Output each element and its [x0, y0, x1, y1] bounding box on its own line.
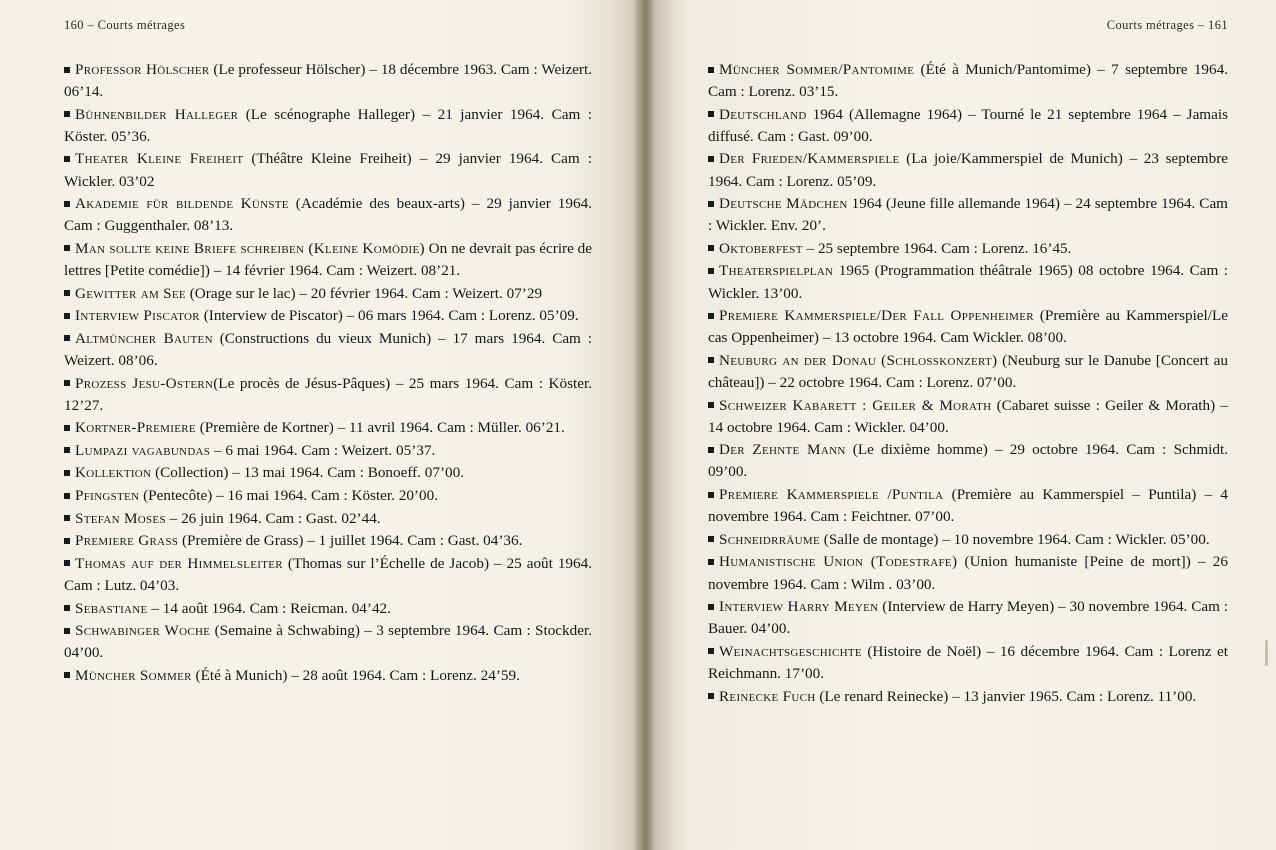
filmography-entry: [708, 59, 1228, 103]
entry-details: (Collection) – 13 mai 1964. Cam : Bonoeff. 07’00.: [151, 464, 465, 482]
entry-details: (Histoire de Noël) – 16 décembre 1964. Cam : Lorenz et Reichmann. 17’00.: [708, 642, 1228, 682]
filmography-entry: [708, 238, 1228, 260]
square-bullet-icon: [64, 335, 70, 341]
entry-details: (Le scénographe Halleger) – 21 janvier 1964. Cam : Köster. 05’36.: [64, 105, 593, 145]
entry-details: (Première au Kammerspiel – Puntila) – 4 novembre 1964. Cam : Feichtner. 07’00.: [708, 486, 1228, 526]
entry-title: Gewitter am See: [75, 284, 186, 302]
folio-right: Courts métrages – 161: [1106, 18, 1228, 32]
entry-details: (Première au Kammerspiel/Le cas Oppenheimer) – 13 octobre 1964. Cam Wickler. 08’00.: [708, 307, 1228, 347]
entry-title: Müncher Sommer/Pantomime: [719, 61, 915, 78]
entry-title: Bühnenbilder Halleger: [75, 105, 239, 123]
entry-details: (Le procès de Jésus-Pâques) – 25 mars 1964. Cam : Köster. 12’27.: [64, 374, 592, 414]
filmography-entry: [64, 440, 592, 462]
entry-details: (Première de Kortner) – 11 avril 1964. Cam : Müller. 06’21.: [195, 419, 565, 437]
entry-title: Thomas auf der Himmelsleiter: [75, 554, 283, 572]
square-bullet-icon: [64, 156, 70, 162]
square-bullet-icon: [708, 201, 714, 207]
filmography-entry: [64, 373, 592, 417]
filmography-entry: [708, 439, 1228, 483]
entry-details: (Académie des beaux-arts) – 29 janvier 1964. Cam : Guggenthaler. 08’13.: [64, 195, 592, 235]
entry-details: (La joie/Kammerspiel de Munich) – 23 septembre 1964. Cam : Lorenz. 05’09.: [708, 150, 1229, 190]
filmography-entry: [708, 529, 1228, 551]
square-bullet-icon: [708, 313, 714, 319]
entry-details: (Première de Grass) – 1 juillet 1964. Cam : Gast. 04’36.: [178, 532, 523, 550]
entry-title: Der Zehnte Mann: [719, 441, 846, 459]
entry-title: Schwabinger Woche: [75, 622, 211, 640]
entry-details: 1964 (Jeune fille allemande 1964) – 24 septembre 1964. Cam : Wickler. Env. 20’.: [708, 195, 1228, 235]
filmography-entry: [64, 417, 592, 439]
filmography-entry: [708, 148, 1228, 192]
entry-details: (Thomas sur l’Échelle de Jacob) – 25 août 1964. Cam : Lutz. 04’03.: [64, 554, 592, 595]
square-bullet-icon: [64, 628, 70, 634]
entry-title: Akademie für bildende Künste: [75, 195, 289, 213]
square-bullet-icon: [708, 67, 714, 73]
entry-details: (Semaine à Schwabing) – 3 septembre 1964. Cam : Stockder. 04’00.: [64, 622, 592, 662]
square-bullet-icon: [708, 492, 714, 498]
filmography-entry: [64, 193, 592, 237]
square-bullet-icon: [64, 672, 70, 678]
entry-title: Altmüncher Bauten: [75, 329, 213, 347]
filmography-entry: [64, 59, 592, 103]
page-edge-mark: [1265, 640, 1268, 666]
entry-title: Prozess Jesu-Ostern: [75, 374, 214, 392]
square-bullet-icon: [64, 425, 70, 431]
square-bullet-icon: [708, 604, 714, 610]
entry-title: Humanistische Union (Todestrafe): [719, 553, 958, 571]
entry-title: Premiere Grass: [75, 532, 179, 550]
entry-title: Pfingsten: [75, 487, 140, 505]
filmography-entry: [708, 596, 1228, 640]
entry-details: 1964 (Allemagne 1964) – Tourné le 21 septembre 1964 – Jamais diffusé. Cam : Gast. 09’00.: [708, 105, 1228, 145]
folio-left: 160 – Courts métrages: [64, 18, 186, 32]
entry-title: Neuburg an der Donau (Schlosskonzert): [719, 351, 998, 369]
entry-details: On ne devrait pas écrire de lettres [Petite comédie]) – 14 février 1964. Cam : Weizert. 08’21.: [64, 239, 592, 279]
filmography-entry: [708, 260, 1228, 304]
filmography-entry: [64, 104, 592, 148]
square-bullet-icon: [64, 313, 70, 319]
entry-title: Reinecke Fuch: [719, 687, 816, 705]
entry-title: Der Frieden/Kammerspiele: [719, 150, 900, 168]
entry-title: Sebastiane: [75, 599, 148, 617]
square-bullet-icon: [708, 536, 714, 542]
square-bullet-icon: [708, 156, 714, 162]
filmography-entry: [64, 620, 592, 664]
filmography-entry: [708, 305, 1228, 349]
entry-title: Deutschland: [719, 105, 807, 123]
entry-title: Professor Hölscher: [75, 61, 210, 78]
entry-title: Weinachtsgeschichte: [719, 642, 862, 660]
square-bullet-icon: [64, 447, 70, 453]
entry-details: – 14 août 1964. Cam : Reicman. 04’42.: [147, 599, 391, 617]
square-bullet-icon: [64, 201, 70, 207]
entry-title: Theater Kleine Freiheit: [75, 150, 244, 168]
entry-details: – 26 juin 1964. Cam : Gast. 02’44.: [165, 509, 381, 527]
filmography-entry: [708, 350, 1228, 394]
entry-details: (Union humaniste [Peine de mort]) – 26 novembre 1964. Cam : Wilm . 03’00.: [708, 553, 1228, 593]
filmography-entry: [708, 686, 1228, 708]
square-bullet-icon: [64, 290, 70, 296]
square-bullet-icon: [64, 538, 70, 544]
entry-details: (Orage sur le lac) – 20 février 1964. Cam : Weizert. 07’29: [185, 284, 543, 302]
square-bullet-icon: [64, 493, 70, 499]
filmography-entry: [708, 484, 1228, 528]
entry-title: Man sollte keine Briefe schreiben (Kleine Komödie): [75, 239, 425, 257]
entry-title: Schneidrräume: [719, 530, 820, 548]
entry-title: Premiere Kammerspiele/Der Fall Oppenheimer: [719, 307, 1034, 325]
filmography-entry: [64, 283, 592, 305]
square-bullet-icon: [64, 67, 70, 73]
filmography-entry: [64, 485, 592, 507]
square-bullet-icon: [64, 111, 70, 117]
filmography-entry: [708, 193, 1228, 237]
square-bullet-icon: [64, 560, 70, 566]
filmography-entry: [708, 104, 1228, 148]
entry-details: (Interview de Harry Meyen) – 30 novembre 1964. Cam : Bauer. 04’00.: [708, 598, 1228, 638]
filmography-entry: [64, 462, 592, 484]
entry-title: Theaterspielplan: [719, 262, 834, 280]
filmography-entry: [64, 328, 592, 372]
square-bullet-icon: [64, 245, 70, 251]
square-bullet-icon: [708, 357, 714, 363]
square-bullet-icon: [64, 605, 70, 611]
entry-details: (Pentecôte) – 16 mai 1964. Cam : Köster. 20’00.: [139, 487, 438, 505]
entry-details: (Été à Munich) – 28 août 1964. Cam : Lorenz. 24’59.: [191, 666, 520, 684]
square-bullet-icon: [708, 447, 714, 453]
entry-details: – 25 septembre 1964. Cam : Lorenz. 16’45.: [802, 239, 1072, 257]
filmography-entry: [64, 665, 592, 687]
entry-details: (Constructions du vieux Munich) – 17 mars 1964. Cam : Weizert. 08’06.: [64, 329, 593, 369]
entry-details: (Cabaret suisse : Geiler & Morath) – 14 octobre 1964. Cam : Wickler. 04’00.: [708, 396, 1228, 436]
square-bullet-icon: [64, 470, 70, 476]
filmography-entry: [64, 508, 592, 530]
filmography-entry: [64, 238, 592, 282]
entry-list-right: [708, 59, 1228, 708]
filmography-entry: [64, 305, 592, 327]
filmography-entry: [64, 553, 592, 597]
filmography-entry: [64, 148, 592, 192]
entry-title: Deutsche Mädchen: [719, 195, 848, 213]
entry-title: Premiere Kammerspiele /Puntila: [719, 486, 944, 504]
entry-title: Lumpazi vagabundas: [75, 441, 211, 459]
entry-title: Interview Harry Meyen: [719, 598, 879, 616]
square-bullet-icon: [64, 380, 70, 386]
entry-title: Schweizer Kabarett : Geiler & Morath: [719, 396, 992, 414]
filmography-entry: [708, 395, 1228, 439]
entry-title: Kollektion: [75, 464, 152, 482]
filmography-entry: [708, 641, 1228, 685]
square-bullet-icon: [708, 245, 714, 251]
filmography-entry: [708, 551, 1228, 595]
entry-details: (Été à Munich/Pantomime) – 7 septembre 1964. Cam : Lorenz. 03’15.: [708, 61, 1229, 101]
square-bullet-icon: [708, 402, 714, 408]
entry-details: (Neuburg sur le Danube [Concert au château]) – 22 octobre 1964. Cam : Lorenz. 07’00.: [708, 351, 1228, 392]
square-bullet-icon: [64, 515, 70, 521]
square-bullet-icon: [708, 268, 714, 274]
entry-details: – 6 mai 1964. Cam : Weizert. 05’37.: [210, 441, 436, 459]
entry-details: (Interview de Piscator) – 06 mars 1964. Cam : Lorenz. 05’09.: [199, 307, 579, 325]
entry-title: Müncher Sommer: [75, 666, 192, 684]
entry-list-left: [64, 59, 592, 687]
square-bullet-icon: [708, 693, 714, 699]
square-bullet-icon: [708, 111, 714, 117]
entry-details: (Salle de montage) – 10 novembre 1964. Cam : Wickler. 05’00.: [819, 530, 1210, 548]
entry-details: (Théâtre Kleine Freiheit) – 29 janvier 1964. Cam : Wickler. 03’02: [64, 150, 592, 190]
entry-details: (Le dixième homme) – 29 octobre 1964. Cam : Schmidt. 09’00.: [708, 441, 1228, 481]
entry-title: Interview Piscator: [75, 307, 200, 325]
entry-title: Kortner-Premiere: [75, 419, 196, 437]
entry-details: 1965 (Programmation théâtrale 1965) 08 octobre 1964. Cam : Wickler. 13’00.: [708, 262, 1228, 302]
square-bullet-icon: [708, 648, 714, 654]
filmography-entry: [64, 530, 592, 552]
filmography-entry: [64, 598, 592, 620]
entry-details: (Le renard Reinecke) – 13 janvier 1965. Cam : Lorenz. 11’00.: [815, 687, 1197, 705]
page-right: [648, 0, 1276, 850]
entry-title: Oktoberfest: [719, 239, 803, 257]
entry-details: (Le professeur Hölscher) – 18 décembre 1963. Cam : Weizert. 06’14.: [64, 61, 592, 101]
entry-title: Stefan Moses: [75, 509, 166, 527]
square-bullet-icon: [708, 559, 714, 565]
